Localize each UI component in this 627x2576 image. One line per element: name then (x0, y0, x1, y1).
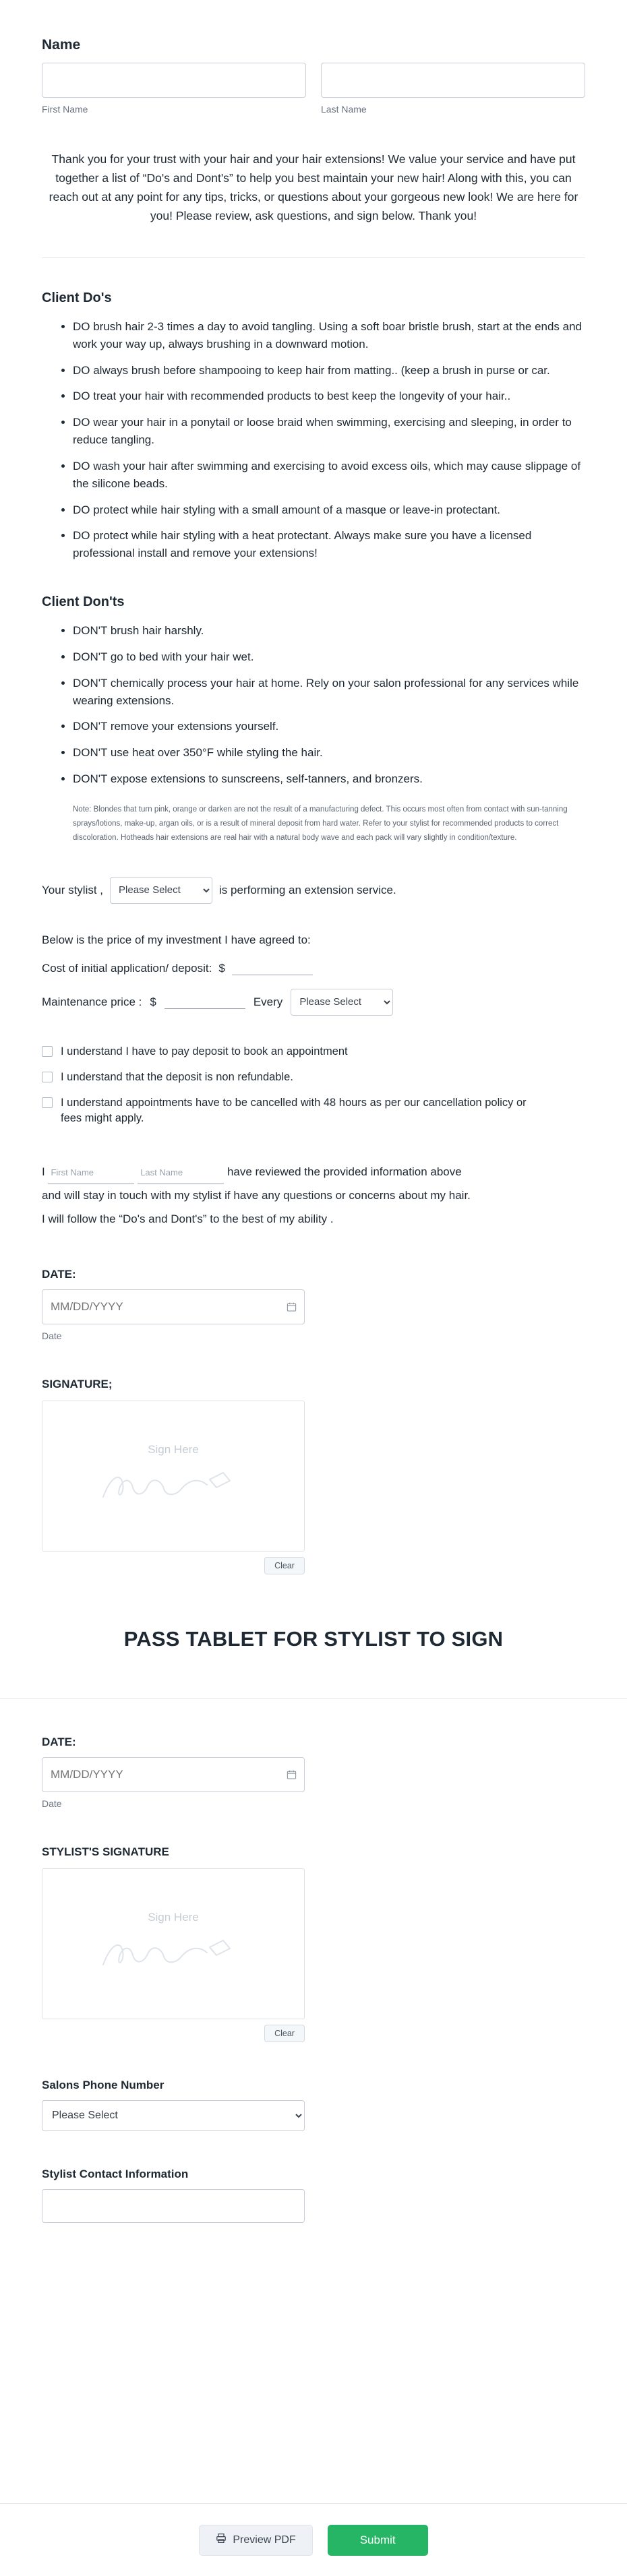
submit-button[interactable]: Submit (328, 2525, 428, 2556)
pass-tablet-banner: PASS TABLET FOR STYLIST TO SIGN (123, 1626, 504, 1651)
agreement-row[interactable] (42, 1095, 585, 1128)
list-item: • DON'T go to bed with your hair wet. (73, 648, 585, 666)
list-item: • DO treat your hair with recommended products to best keep the longevity of your hair.. (73, 388, 585, 405)
last-name-sublabel: Last Name (321, 104, 367, 115)
stylist-date-title: DATE: (42, 1735, 76, 1748)
list-item: • DON'T remove your extensions yourself. (73, 718, 585, 735)
list-item: • DO protect while hair styling with a small amount of a masque or leave-in protectant. (73, 501, 585, 519)
agreement-label: I understand appointments have to be cancelled with 48 hours as per our cancellation policy or fees might apply. (61, 1096, 527, 1125)
donts-note: Note: Blondes that turn pink, orange or darken are not the result of a manufacturing defect. This occurs most often from contact with sun-tanning sprays/lotions, make-up, argan oils, or is a result of mineral deposit from hard water. Refer to your stylist for recommended products to correct discoloration. Hotheads hair extensions are real hair with a natural body wave and each pack will vary slightly in condition/texture. (73, 805, 568, 842)
stylist-row-prefix: Your stylist , (42, 883, 104, 896)
banner-divider (0, 1698, 627, 1699)
checkbox-cancellation-policy[interactable] (42, 1097, 53, 1108)
checkbox-deposit-nonrefundable[interactable] (42, 1072, 53, 1082)
salon-phone-select[interactable] (42, 2100, 305, 2131)
stylist-signature-pad[interactable] (42, 1868, 305, 2019)
agreement-label: I understand that the deposit is non refundable. (61, 1070, 293, 1083)
ack-last-name-input[interactable]: Last Name (138, 1164, 224, 1184)
stylist-clear-wrap (42, 2025, 305, 2042)
last-name-input[interactable] (321, 63, 585, 98)
list-item: • DON'T chemically process your hair at home. Rely on your salon professional for any services while wearing extensions. (73, 675, 585, 710)
client-signature-pad[interactable] (42, 1401, 305, 1552)
every-select[interactable] (291, 989, 393, 1016)
acknowledgement-line-2: and will stay in touch with my stylist if have any questions or concerns about my hair. (42, 1189, 471, 1202)
list-item: • DO wear your hair in a ponytail or loose braid when swimming, exercising and sleeping, in order to reduce tangling. (73, 414, 585, 449)
stylist-date-wrap (42, 1757, 305, 1792)
client-dos-list (42, 318, 585, 562)
stylist-row (42, 877, 585, 904)
printer-icon (216, 2533, 227, 2547)
cost-input[interactable] (232, 962, 313, 975)
list-item: • DO brush hair 2-3 times a day to avoid tangling. Using a soft boar bristle brush, start at the ends and work your way up, always brushing in a downward motion. (73, 318, 585, 353)
maintenance-line (42, 989, 585, 1016)
client-signature-clear-button[interactable]: Clear (264, 1557, 305, 1574)
pricing-intro: Below is the price of my investment I have agreed to: (42, 933, 311, 946)
client-clear-wrap (42, 1557, 305, 1574)
stylist-signature-clear-button[interactable]: Clear (264, 2025, 305, 2042)
name-row (42, 63, 585, 115)
acknowledgement-block (42, 1161, 585, 1231)
list-item: • DON'T use heat over 350°F while styling the hair. (73, 744, 585, 762)
stylist-row-suffix: is performing an extension service. (219, 883, 396, 896)
agreement-row[interactable] (42, 1070, 585, 1086)
intro-divider (42, 257, 585, 258)
signature-placeholder-icon (91, 1930, 260, 1977)
first-name-input[interactable] (42, 63, 306, 98)
first-name-sublabel: First Name (42, 104, 88, 115)
calendar-icon[interactable] (287, 1301, 297, 1312)
maintenance-currency: $ (150, 995, 156, 1008)
agreement-row[interactable] (42, 1044, 585, 1060)
cost-currency: $ (218, 961, 225, 975)
client-date-sublabel: Date (42, 1330, 62, 1341)
agreements-block (42, 1044, 585, 1128)
calendar-icon[interactable] (287, 1769, 297, 1779)
signature-placeholder-icon (91, 1462, 260, 1509)
form-footer (0, 2503, 627, 2576)
list-item: • DO wash your hair after swimming and exercising to avoid excess oils, which may cause slippage of the silicone beads. (73, 458, 585, 493)
maintenance-label: Maintenance price : (42, 995, 142, 1008)
stylist-date-input[interactable] (42, 1757, 305, 1792)
stylist-contact-label: Stylist Contact Information (42, 2167, 189, 2180)
list-item: • DON'T brush hair harshly. (73, 622, 585, 640)
name-label: Name (42, 37, 81, 53)
list-item: • DO protect while hair styling with a heat protectant. Always make sure you have a licensed professional install and remove your extensions! (73, 527, 585, 562)
client-signature-title: SIGNATURE; (42, 1377, 113, 1390)
list-item: • DO always brush before shampooing to keep hair from matting.. (keep a brush in purse or car. (73, 362, 585, 379)
preview-pdf-button[interactable] (199, 2525, 312, 2556)
checkbox-deposit-booking[interactable] (42, 1046, 53, 1057)
intro-paragraph: Thank you for your trust with your hair and your hair extensions! We value your service and have put together a list of “Do's and Dont's” to help you best maintain your new hair! Along with this, you can reach out at any point for any tips, tricks, or questions about your gorgeous new look! We are here for you! Please review, ask questions, and sign below. Thank you! (49, 152, 578, 222)
agreement-label: I understand I have to pay deposit to book an appointment (61, 1045, 348, 1057)
acknowledgement-line-1: have reviewed the provided information above (227, 1165, 462, 1179)
stylist-contact-input[interactable] (42, 2189, 305, 2223)
bottom-spacer (42, 2223, 585, 2337)
client-date-input[interactable] (42, 1289, 305, 1324)
client-donts-list (42, 622, 585, 788)
first-name-group (42, 63, 306, 115)
stylist-signature-title: STYLIST'S SIGNATURE (42, 1845, 169, 1858)
last-name-group (321, 63, 585, 115)
client-donts-title: Client Don'ts (42, 594, 125, 610)
client-dos-title: Client Do's (42, 290, 112, 305)
maintenance-input[interactable] (165, 995, 245, 1009)
acknowledgement-line-3: I will follow the “Do's and Dont's” to the best of my ability . (42, 1213, 334, 1226)
list-item: • DON'T expose extensions to sunscreens, self-tanners, and bronzers. (73, 770, 585, 788)
stylist-date-sublabel: Date (42, 1798, 62, 1809)
stylist-select[interactable] (110, 877, 212, 904)
every-label: Every (253, 995, 283, 1008)
cost-line (42, 962, 585, 975)
preview-pdf-label: Preview PDF (233, 2534, 296, 2546)
acknowledgement-lead: I (42, 1165, 45, 1179)
client-date-title: DATE: (42, 1267, 76, 1281)
salon-phone-label: Salons Phone Number (42, 2078, 165, 2091)
ack-first-name-input[interactable]: First Name (48, 1164, 134, 1184)
form-page (0, 37, 627, 2337)
cost-label: Cost of initial application/ deposit: (42, 961, 212, 975)
client-signature-hint: Sign Here (148, 1442, 199, 1456)
client-date-wrap (42, 1289, 305, 1324)
stylist-signature-hint: Sign Here (148, 1910, 199, 1924)
